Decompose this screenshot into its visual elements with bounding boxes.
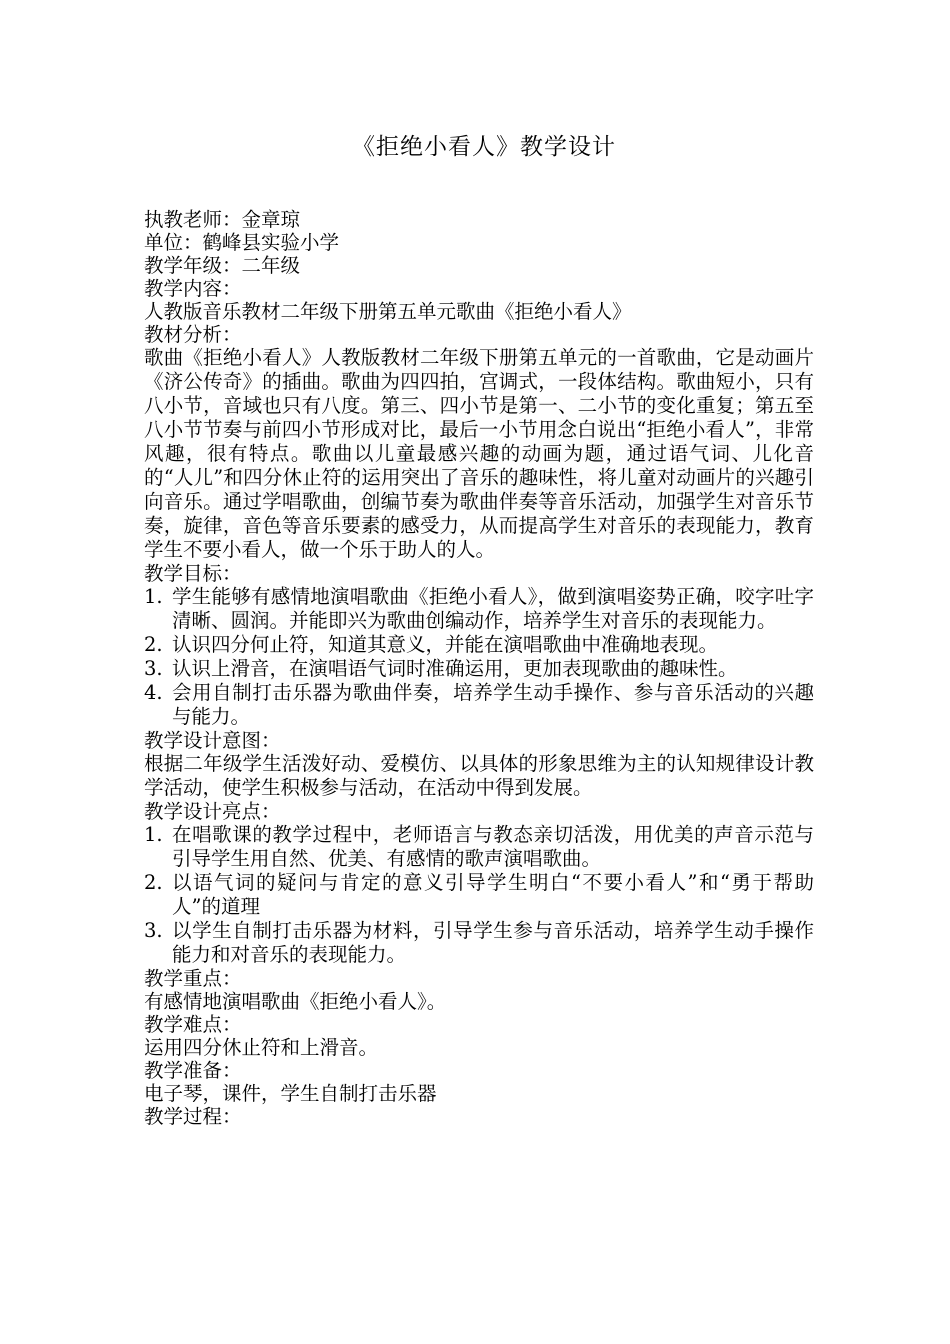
document-page	[144, 132, 814, 1128]
list-item	[144, 871, 814, 919]
list-item	[144, 823, 814, 871]
list-number: 1.	[144, 585, 163, 608]
list-item	[144, 585, 814, 633]
highlights-list	[144, 823, 814, 967]
focus-heading: 教学重点：	[144, 967, 242, 990]
grade-line: 教学年级：二年级	[144, 254, 301, 277]
difficulty-text: 运用四分休止符和上滑音。	[144, 1036, 379, 1059]
list-item	[144, 919, 814, 967]
list-number: 1.	[144, 823, 163, 846]
prep-heading: 教学准备：	[144, 1059, 242, 1082]
list-number: 2.	[144, 871, 163, 894]
unit-line: 单位：鹤峰县实验小学	[144, 231, 340, 254]
content-text: 人教版音乐教材二年级下册第五单元歌曲《拒绝小看人》	[144, 300, 632, 323]
list-text: 在唱歌课的教学过程中，老师语言与教态亲切活泼，用优美的声音示范与引导学生用自然、优美、有感情的歌声演唱歌曲。	[172, 823, 814, 870]
list-number: 3.	[144, 657, 163, 680]
list-text: 认识上滑音，在演唱语气词时准确运用，更加表现歌曲的趣味性。	[172, 657, 738, 680]
teacher-line: 执教老师：金章琼	[144, 208, 301, 231]
analysis-text: 歌曲《拒绝小看人》人教版教材二年级下册第五单元的一首歌曲，它是动画片《济公传奇》的插曲。歌曲为四四拍，宫调式，一段体结构。歌曲短小，只有八小节，音域也只有八度。第三、四小节是第一、二小节的变化重复；第五至八小节节奏与前四小节形成对比，最后一小节用念白说出“拒绝小看人”，非常风趣，很有特点。歌曲以儿童最感兴趣的动画为题，通过语气词、儿化音的“人儿”和四分休止符的运用突出了音乐的趣味性，将儿童对动画片的兴趣引向音乐。通过学唱歌曲，创编节奏为歌曲伴奏等音乐活动，加强学生对音乐节奏，旋律，音色等音乐要素的感受力，从而提高学生对音乐的表现能力，教育学生不要小看人，做一个乐于助人的人。	[144, 346, 814, 561]
goals-heading: 教学目标：	[144, 562, 242, 585]
goals-list	[144, 585, 814, 729]
list-text: 以学生自制打击乐器为材料，引导学生参与音乐活动，培养学生动手操作能力和对音乐的表现能力。	[172, 919, 814, 966]
list-text: 以语气词的疑问与肯定的意义引导学生明白“不要小看人”和“勇于帮助人”的道理	[172, 871, 814, 918]
highlights-heading: 教学设计亮点：	[144, 800, 281, 823]
intent-heading: 教学设计意图：	[144, 729, 281, 752]
list-number: 3.	[144, 919, 163, 942]
process-heading: 教学过程：	[144, 1105, 242, 1128]
intent-text: 根据二年级学生活泼好动、爱模仿、以具体的形象思维为主的认知规律设计教学活动，使学生积极参与活动，在活动中得到发展。	[144, 752, 814, 799]
prep-text: 电子琴，课件，学生自制打击乐器	[144, 1082, 437, 1105]
document-title: 《拒绝小看人》教学设计	[352, 134, 616, 160]
difficulty-heading: 教学难点：	[144, 1013, 242, 1036]
analysis-heading: 教材分析：	[144, 323, 242, 346]
list-item	[144, 657, 814, 681]
list-number: 4.	[144, 681, 163, 704]
focus-text: 有感情地演唱歌曲《拒绝小看人》。	[144, 990, 447, 1013]
list-text: 会用自制打击乐器为歌曲伴奏，培养学生动手操作、参与音乐活动的兴趣与能力。	[172, 681, 814, 728]
list-number: 2.	[144, 633, 163, 656]
list-item	[144, 633, 814, 657]
list-item	[144, 681, 814, 729]
list-text: 学生能够有感情地演唱歌曲《拒绝小看人》，做到演唱姿势正确，咬字吐字清晰、圆润。并能即兴为歌曲创编动作，培养学生对音乐的表现能力。	[172, 585, 814, 632]
list-text: 认识四分何止符，知道其意义，并能在演唱歌曲中准确地表现。	[172, 633, 719, 656]
content-heading: 教学内容：	[144, 277, 242, 300]
